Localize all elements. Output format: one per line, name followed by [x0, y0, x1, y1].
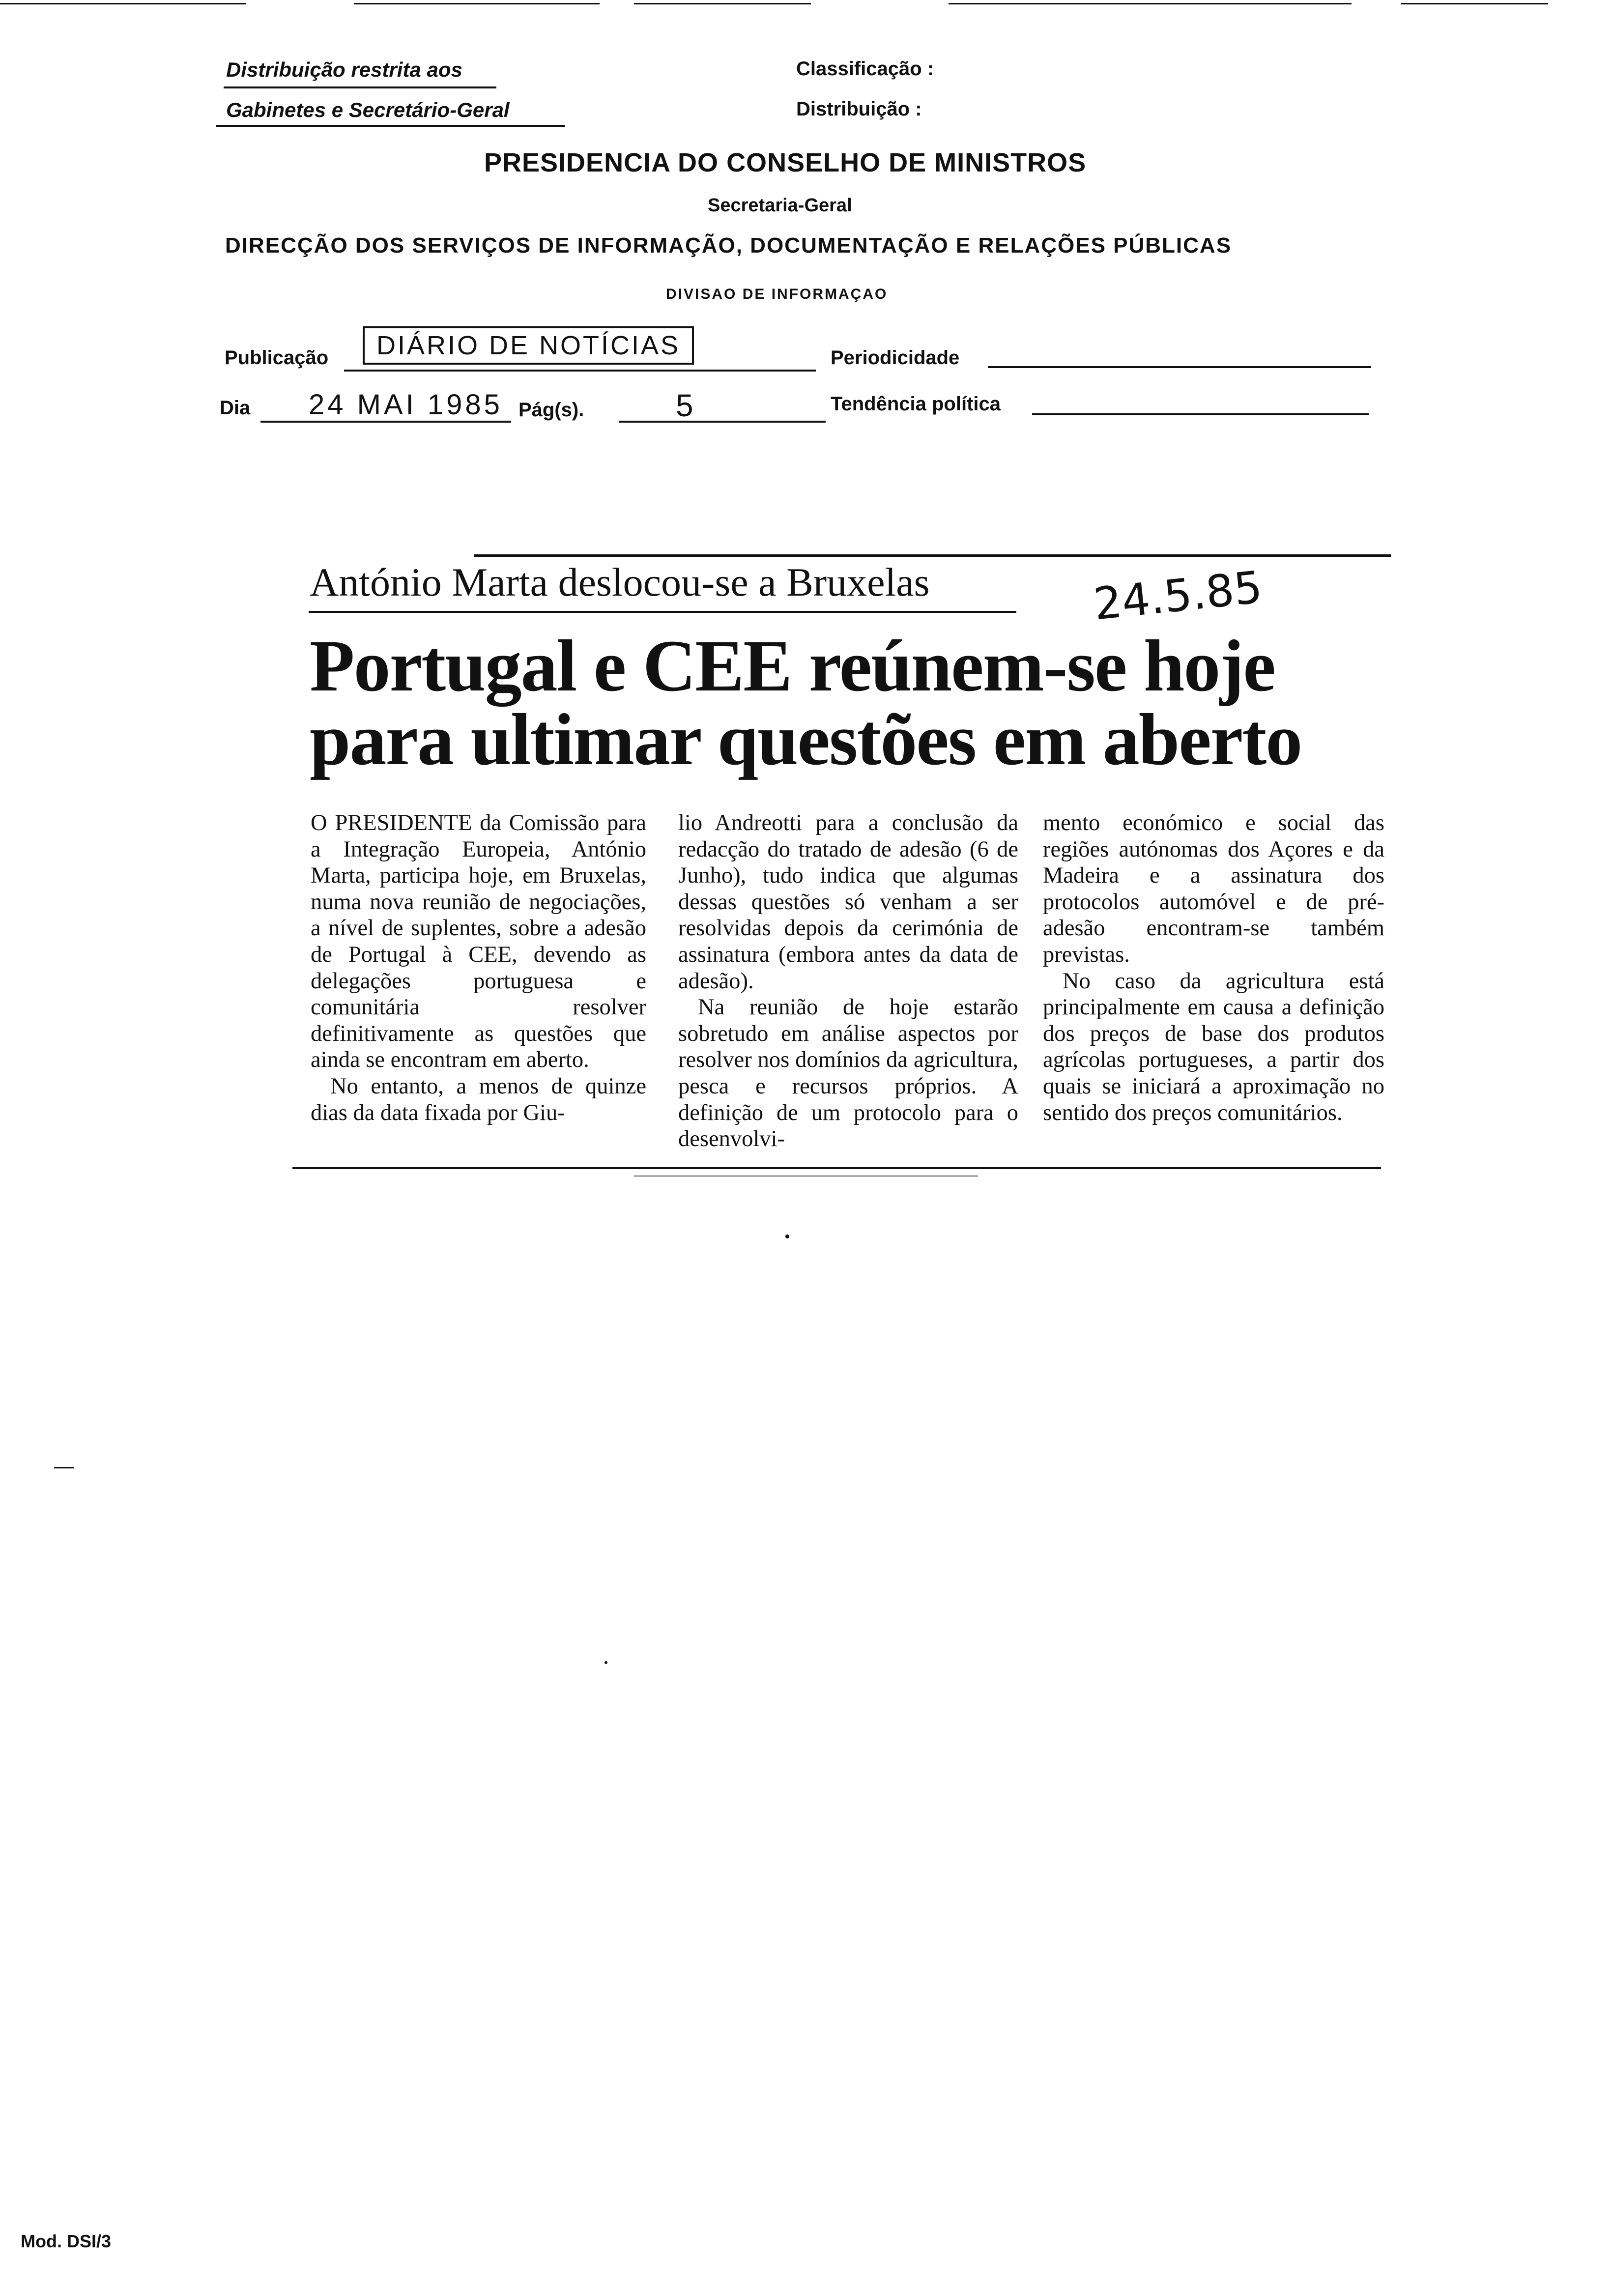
paragraph: lio Andreotti para a conclusão da redacção do tratado de adesão (6 de Junho), tudo indica que algumas dessas questões só venham a ser resolvidas depois da cerimónia de assinatura (embora antes da data de adesão).	[678, 810, 1018, 994]
article-column-2	[678, 810, 1018, 1152]
paragraph: No caso da agricultura está principalmente em causa a definição dos preços de base dos produtos agrícolas portugueses, a partir dos quais se iniciará a aproximação no sentido dos preços comunitários.	[1043, 968, 1384, 1125]
scan-edge-line	[1401, 3, 1548, 4]
headline-line1: Portugal e CEE reúnem-se hoje	[310, 625, 1275, 707]
pages-value: 5	[676, 388, 693, 423]
handwritten-annotation: 24.5.85	[1091, 561, 1265, 631]
department-title: DIRECÇÃO DOS SERVIÇOS DE INFORMAÇÃO, DOCUMENTAÇÃO E RELAÇÕES PÚBLICAS	[225, 233, 1232, 258]
publication-underline	[344, 370, 816, 372]
classification-label: Classificação :	[796, 58, 934, 80]
scan-edge-line	[354, 3, 600, 4]
pages-label: Pág(s).	[518, 399, 584, 421]
division-title: DIVISAO DE INFORMAÇAO	[666, 286, 888, 302]
paragraph: O PRESIDENTE da Comissão para a Integração Europeia, António Marta, participa hoje, em Bruxelas, numa nova reunião de negociações, a nível de suplentes, sobre a adesão de Portugal à CEE, devendo as delegações portuguesa e comunitária resolver definitivamente as questões que ainda se encontram em aberto.	[311, 810, 646, 1073]
periodicity-underline	[988, 366, 1371, 368]
scan-edge-line	[634, 3, 811, 4]
clipping-bottom-rule	[292, 1167, 1381, 1169]
clipping-bottom-rule-faint	[634, 1176, 978, 1177]
headline-line2: para ultimar questões em aberto	[310, 699, 1302, 780]
political-underline	[1032, 413, 1369, 415]
publication-label: Publicação	[225, 347, 329, 369]
paragraph: No entanto, a menos de quinze dias da data fixada por Giu-	[311, 1073, 646, 1125]
distribution-label: Distribuição :	[796, 98, 922, 120]
agency-title: PRESIDENCIA DO CONSELHO DE MINISTROS	[484, 148, 1087, 177]
distribution-restriction-line1: Distribuição restrita aos	[226, 58, 462, 81]
distribution-restriction-line2: Gabinetes e Secretário-Geral	[226, 98, 510, 121]
date-stamp: 24 MAI 1985	[309, 389, 503, 421]
periodicity-label: Periodicidade	[831, 347, 960, 369]
scan-mark	[54, 1467, 74, 1468]
scan-edge-line	[0, 3, 246, 4]
scan-edge-line	[949, 3, 1352, 4]
paragraph: mento económico e social das regiões autónomas dos Açores e da Madeira e a assinatura dos protocolos automóvel e de pré-adesão encontram-se também previstas.	[1043, 810, 1384, 967]
pages-underline	[619, 421, 826, 423]
publication-stamp: DIÁRIO DE NOTÍCIAS	[363, 326, 694, 365]
secretariat-title: Secretaria-Geral	[708, 195, 852, 216]
day-label: Dia	[220, 397, 251, 419]
article-kicker: António Marta deslocou-se a Bruxelas	[310, 560, 930, 604]
political-tendency-label: Tendência política	[831, 393, 1001, 415]
underline	[216, 125, 565, 127]
scan-mark	[604, 1661, 607, 1664]
form-model-code: Mod. DSI/3	[21, 2231, 112, 2251]
article-column-3	[1043, 810, 1384, 1126]
scan-mark	[785, 1234, 789, 1238]
paragraph: Na reunião de hoje estarão sobretudo em análise aspectos por resolver nos domínios da agricultura, pesca e recursos próprios. A definição de um protocolo para o desenvolvi-	[678, 995, 1018, 1152]
underline	[224, 86, 496, 88]
kicker-underline	[309, 611, 1016, 613]
article-column-1	[311, 810, 646, 1126]
clipping-top-rule	[474, 554, 1391, 557]
